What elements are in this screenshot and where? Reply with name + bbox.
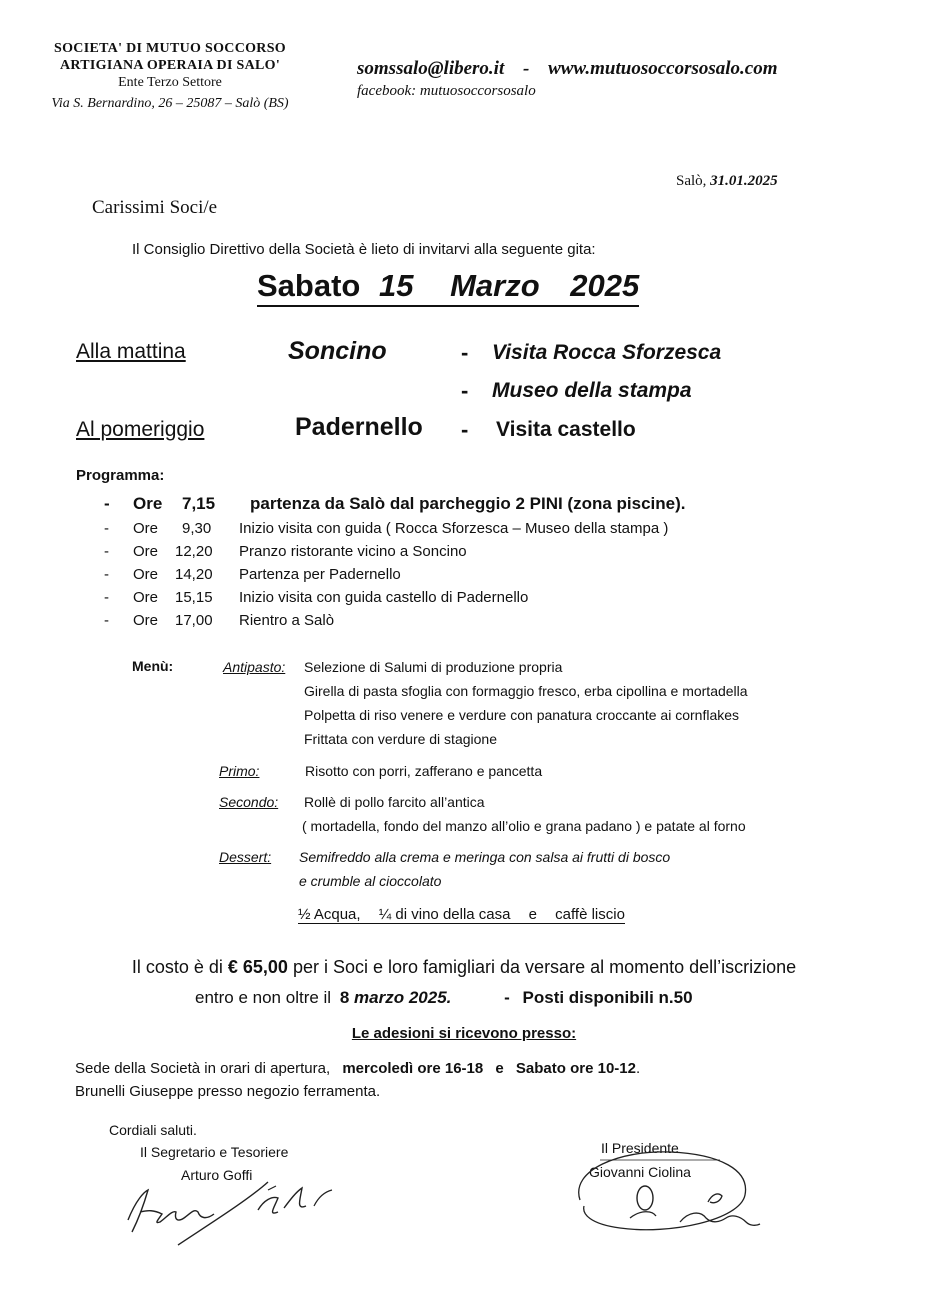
org-address: Via S. Bernardino, 26 – 25087 – Salò (BS) <box>51 96 289 111</box>
cost-post: per i Soci e loro famigliari da versare al momento dell’iscrizione <box>292 957 797 977</box>
facebook-handle: facebook: mutuosoccorsosalo <box>357 83 536 99</box>
afternoon-label: Al pomeriggio <box>76 418 205 441</box>
itinerary-dash: - <box>461 378 469 403</box>
afternoon-activity: Visita castello <box>496 418 636 441</box>
schedule-dash: - <box>104 566 109 583</box>
schedule-time: 17,00 <box>175 612 213 629</box>
schedule-ore: Ore <box>133 612 159 629</box>
sede-times: mercoledì ore 16-18 <box>342 1060 484 1077</box>
schedule-text: Inizio visita con guida ( Rocca Sforzesca – Museo della stampa ) <box>239 520 669 537</box>
secondo-dish-detail: ( mortadella, fondo del manzo all’olio e grana padano ) e patate al forno <box>302 818 746 834</box>
president-title: Il Presidente <box>601 1140 679 1156</box>
antipasto-dish: Polpetta di riso venere e verdure con panatura croccante ai cornflakes <box>304 707 740 723</box>
antipasto-dish: Girella di pasta sfoglia con formaggio fresco, erba cipollina e mortadella <box>304 683 748 699</box>
org-name-line2: ARTIGIANA OPERAIA DI SALO' <box>59 58 281 73</box>
itinerary-dash: - <box>461 340 469 365</box>
deadline-day: 8 <box>339 988 350 1007</box>
itinerary-dash: - <box>461 417 469 442</box>
schedule-dash: - <box>104 520 109 537</box>
event-month: Marzo <box>450 268 540 303</box>
sede-and: e <box>495 1060 504 1077</box>
schedule-ore: Ore <box>133 566 159 583</box>
schedule-ore: Ore <box>133 520 159 537</box>
schedule-text: Rientro a Salò <box>239 612 335 629</box>
primo-dish: Risotto con porri, zafferano e pancetta <box>305 763 543 779</box>
letter-date <box>676 173 778 190</box>
schedule-dash: - <box>104 543 109 560</box>
secondo-dish: Rollè di pollo farcito all’antica <box>304 794 485 810</box>
date-place: Salò, <box>676 173 707 189</box>
schedule-text: partenza da Salò dal parcheggio 2 PINI (zona piscine). <box>250 494 686 513</box>
deadline-rest: marzo 2025. <box>354 988 452 1007</box>
schedule-dash: - <box>104 612 109 629</box>
morning-place: Soncino <box>288 337 387 365</box>
email-link[interactable]: somssalo@libero.it <box>357 58 505 79</box>
president-name: Giovanni Ciolina <box>589 1164 691 1180</box>
secretary-title: Il Segretario e Tesoriere <box>140 1144 289 1160</box>
schedule-text: Partenza per Padernello <box>239 566 401 583</box>
registration-title-text: Le adesioni si ricevono presso: <box>351 1025 577 1042</box>
schedule-dash: - <box>104 589 109 606</box>
intro-text: Il Consiglio Direttivo della Società è lieto di invitarvi alla seguente gita: <box>132 241 596 258</box>
cost-pre: Il costo è di <box>131 957 223 977</box>
salutation: Cordiali saluti. <box>109 1122 197 1138</box>
schedule-time: 7,15 <box>182 494 216 513</box>
programma-title: Programma: <box>76 467 165 484</box>
cost-line <box>0 957 928 978</box>
schedule-time: 15,15 <box>175 589 213 606</box>
registration-sede <box>75 1060 640 1077</box>
drink-and: e <box>528 906 537 923</box>
antipasto-label: Antipasto: <box>223 659 286 675</box>
secondo-label: Secondo: <box>219 794 279 810</box>
event-year: 2025 <box>570 268 640 303</box>
organization-header <box>20 40 320 112</box>
schedule-time: 9,30 <box>182 520 212 537</box>
deadline-line <box>195 988 693 1008</box>
sede-saturday: Sabato ore 10-12 <box>515 1060 636 1077</box>
dessert-dish: Semifreddo alla crema e meringa con salsa ai frutti di bosco <box>299 849 671 865</box>
morning-activity-1: Visita Rocca Sforzesca <box>492 341 722 364</box>
cost-price: € 65,00 <box>227 957 288 977</box>
antipasto-dish: Frittata con verdure di stagione <box>304 731 497 747</box>
menu-label: Menù: <box>132 658 174 674</box>
registration-title <box>0 1025 928 1042</box>
greeting: Carissimi Soci/e <box>92 197 218 218</box>
registration-alt: Brunelli Giuseppe presso negozio ferramenta. <box>75 1083 381 1100</box>
secretary-signature <box>118 1170 348 1255</box>
contacts-separator: - <box>523 58 530 79</box>
schedule-ore: Ore <box>133 494 163 513</box>
sede-end: . <box>635 1060 641 1077</box>
schedule-ore: Ore <box>133 589 159 606</box>
deadline-pre: entro e non oltre il <box>195 988 332 1007</box>
drink-wine: ¼ di vino della casa <box>378 906 511 923</box>
org-name-line1: SOCIETA' DI MUTUO SOCCORSO <box>54 41 286 56</box>
sede-pre: Sede della Società in orari di apertura, <box>75 1060 331 1077</box>
schedule-ore: Ore <box>133 543 159 560</box>
antipasto-dish: Selezione di Salumi di produzione propria <box>304 659 563 675</box>
dessert-dish: e crumble al cioccolato <box>299 873 442 889</box>
date-value: 31.01.2025 <box>710 173 778 189</box>
seats-available: Posti disponibili n.50 <box>522 988 693 1007</box>
schedule-time: 14,20 <box>175 566 213 583</box>
schedule-text: Pranzo ristorante vicino a Soncino <box>239 543 467 560</box>
morning-activity-2: Museo della stampa <box>492 379 692 402</box>
event-day: 15 <box>378 268 414 303</box>
contacts <box>357 58 778 100</box>
schedule-dash: - <box>104 494 110 513</box>
org-subtitle: Ente Terzo Settore <box>118 75 222 90</box>
primo-label: Primo: <box>219 763 260 779</box>
afternoon-place: Padernello <box>295 413 423 441</box>
morning-label: Alla mattina <box>76 340 186 363</box>
event-day-name: Sabato <box>257 268 361 303</box>
drink-water: ½ Acqua, <box>298 906 361 923</box>
schedule-time: 12,20 <box>175 543 213 560</box>
schedule-text: Inizio visita con guida castello di Padernello <box>239 589 529 606</box>
dessert-label: Dessert: <box>219 849 272 865</box>
deadline-dash: - <box>504 988 510 1007</box>
secretary-name: Arturo Goffi <box>181 1167 253 1183</box>
drink-coffee: caffè liscio <box>555 906 625 923</box>
president-signature <box>560 1140 770 1250</box>
drinks-line <box>298 906 625 924</box>
event-date <box>257 268 639 307</box>
website-link[interactable]: www.mutuosoccorsosalo.com <box>548 58 778 79</box>
